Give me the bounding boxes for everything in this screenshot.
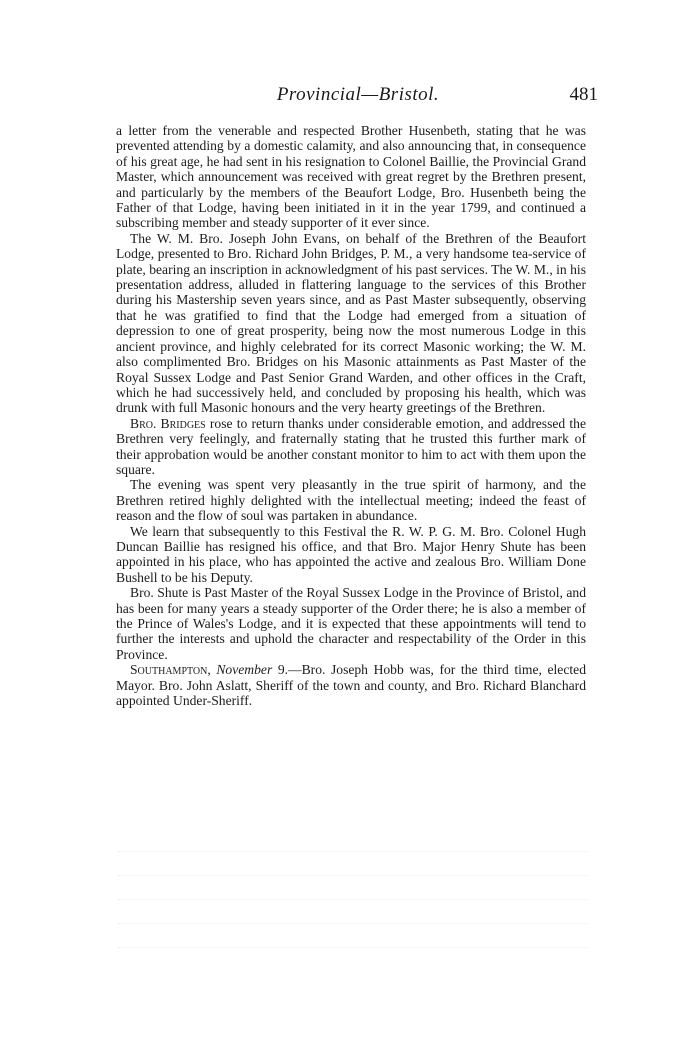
paragraph-tea-service bbox=[116, 231, 586, 416]
paragraph-husenbeth-letter bbox=[116, 123, 586, 231]
paragraph-resignation bbox=[116, 524, 586, 586]
running-title: Provincial—Bristol. bbox=[276, 84, 440, 105]
paragraph-evening bbox=[116, 477, 586, 523]
paragraph-text: a letter from the venerable and respected Brother Husenbeth, stating that he was prevented attending by a domestic calamity, and also announcing that, in consequence of his great age, he had sent in his resignation to Colonel Baillie, the Provincial Grand Master, which announcement was received with great regret by the Brethren present, and particularly by the members of the Beaufort Lodge, Bro. Husenbeth being the Father of that Lodge, having been initiated in it in the year 1799, and continued a subscribing member and steady supporter of it ever since. bbox=[116, 123, 586, 231]
show-through-line bbox=[118, 882, 588, 900]
paragraph-text: The W. M. Bro. Joseph John Evans, on behalf of the Brethren of the Beaufort Lodge, presented to Bro. Richard John Bridges, P. M., a very handsome tea-service of plate, bearing an inscription in acknowledgment of his past services. The W. M., in his presentation address, alluded in flattering language to the services of this Brother during his Mastership seven years since, and as Past Master subsequently, observing that he was gratified to find that the Lodge had emerged from a situation of depression to one of great prosperity, being now the most numerous Lodge in this ancient province, and highly celebrated for its correct Masonic working; the W. M. also complimented Bro. Bridges on his Masonic attainments as Past Master of the Royal Sussex Lodge and Past Senior Grand Warden, and other offices in the Craft, which he had successively held, and concluded by proposing his health, which was drunk with full Masonic honours and the very hearty greetings of the Brethren. bbox=[116, 230, 586, 416]
body-text bbox=[116, 123, 586, 708]
paragraph-text: Bro. Shute is Past Master of the Royal Sussex Lodge in the Province of Bristol, and has been for many years a steady supporter of the Order there; he is also a member of the Prince of Wales's Lodge, and it is expected that these appointments will tend to further the interests and uphold the character and respectability of the Order in this Province. bbox=[116, 585, 586, 662]
running-head bbox=[118, 84, 598, 112]
paragraph-text: We learn that subsequently to this Festival the R. W. P. G. M. Bro. Colonel Hugh Duncan Baillie has resigned his office, and that Bro. Major Henry Shute has been appointed in his place, who has appointed the active and zealous Bro. William Done Bushell to be his Deputy. bbox=[116, 523, 586, 585]
paragraph-lead: Bro. Bridges bbox=[130, 415, 206, 431]
paragraph-lead: Southampton, bbox=[130, 662, 211, 678]
show-through-line bbox=[118, 858, 588, 876]
page-number: 481 bbox=[569, 84, 598, 105]
paragraph-bridges-reply bbox=[116, 416, 586, 478]
show-through-line bbox=[118, 906, 588, 924]
paragraph-shute bbox=[116, 585, 586, 662]
paragraph-text: The evening was spent very pleasantly in the true spirit of harmony, and the Brethren retired highly delighted with the intellectual meeting; indeed the feast of reason and the flow of soul was partaken in abundance. bbox=[116, 477, 586, 524]
show-through-area bbox=[118, 834, 588, 974]
paragraph-text: rose to return thanks under considerable emotion, and addressed the Brethren very feelingly, and fraternally stating that he trusted this further mark of their approbation would be another constant monitor to him to act with them upon the square. bbox=[116, 415, 586, 477]
paragraph-southampton bbox=[116, 662, 586, 708]
show-through-line bbox=[118, 834, 588, 852]
paragraph-lead-italic: November bbox=[210, 662, 273, 678]
show-through-line bbox=[118, 930, 588, 948]
paragraph-text: 9.—Bro. Joseph Hobb was, for the third time, elected Mayor. Bro. John Aslatt, Sheriff of the town and county, and Bro. Richard Blanchard appointed Under-Sheriff. bbox=[116, 662, 586, 709]
